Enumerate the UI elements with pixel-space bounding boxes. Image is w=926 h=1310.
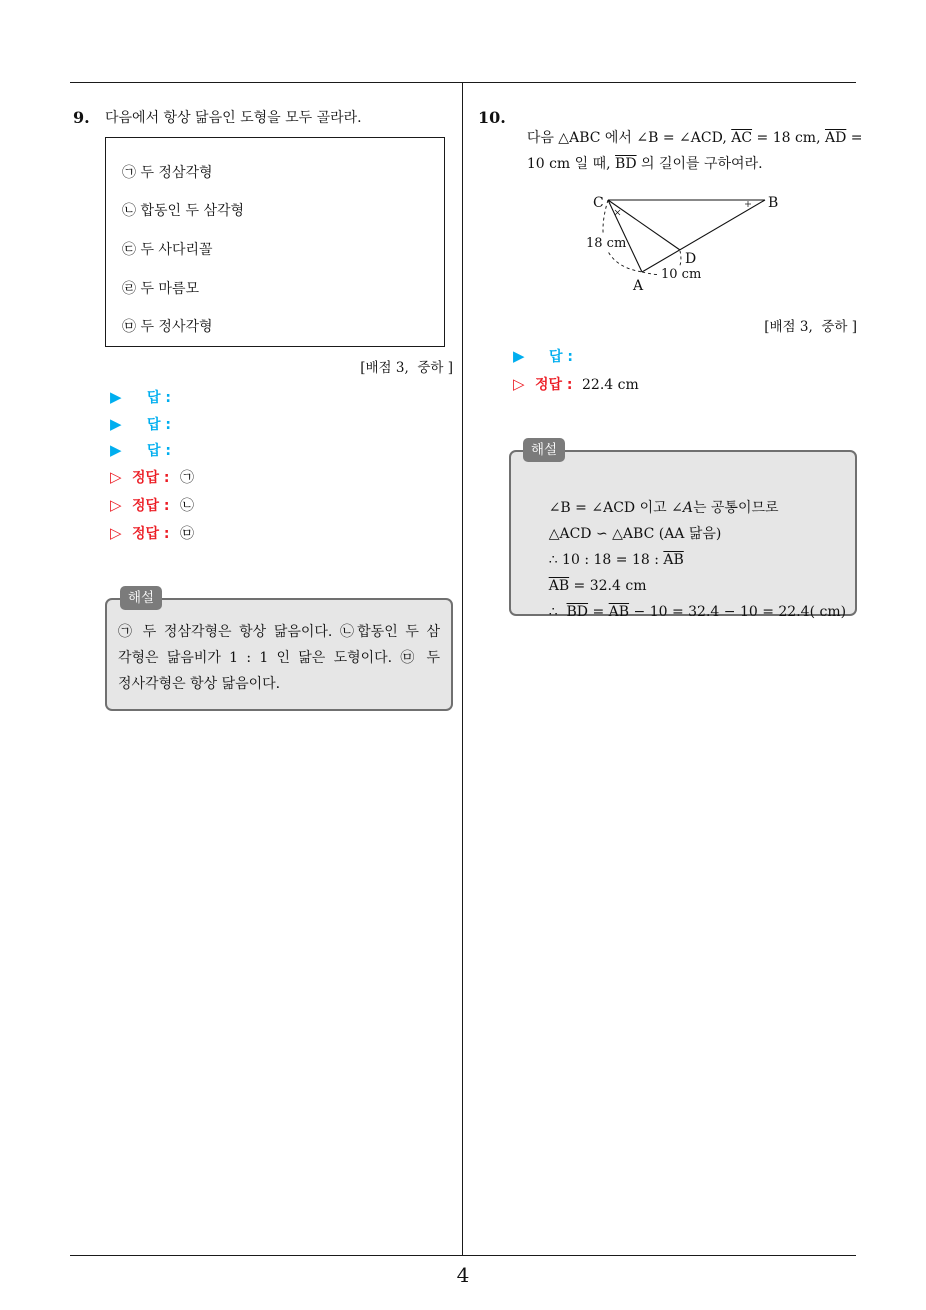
length-label-ad: 10 cm [661,267,702,282]
triangle-figure-svg [575,185,795,297]
correct-label: 정답 : [132,498,170,514]
math-text: = 32.4 cm [569,578,647,594]
correct-answer-row [110,495,194,516]
segment-ac: $\overline{AC}$ [731,130,753,146]
correct-answer-row [110,523,194,544]
explanation-line: 정사각형은 항상 닮음이다. [118,676,281,692]
question-9-score: [배점 3, 중하 ] [360,360,453,376]
column-divider [462,82,463,1256]
prompt-text: = [846,130,863,146]
prompt-text: 다음 △ABC 에서 ∠B = ∠ACD, [526,130,732,146]
answer-marker-icon: ▶ [110,388,122,406]
correct-marker-icon: ▷ [110,468,122,486]
math-text: 는 공통이므로 [692,500,779,516]
segment-bd: $\overline{BD}$ [615,156,637,172]
answer-row [110,414,171,435]
segment-ab: $\overline{AB}$ [663,552,684,568]
choice-item: ㉡ 합동인 두 삼각형 [122,203,245,219]
choice-item: ㉤ 두 정사각형 [122,319,213,335]
math-text: = [588,604,609,620]
explanation-box [509,450,857,620]
vertex-label-b: B [768,195,779,211]
answer-label: 답 : [549,349,573,365]
correct-marker-icon: ▷ [110,524,122,542]
answer-marker-icon: ▶ [110,415,122,433]
explanation-line: ㉠ 두 정삼각형은 항상 닮음이다. ㉡합동인 두 삼 [118,624,440,640]
answer-row [110,440,171,461]
segment-ab: $\overline{AB}$ [548,578,570,594]
vertex-label-d: D [685,251,697,267]
correct-marker-icon: ▷ [110,496,122,514]
segment-ad: $\overline{AD}$ [824,130,847,146]
math-text: ∴ [548,604,567,620]
choice-item: ㉣ 두 마름모 [122,281,199,297]
explanation-tab: 해설 [523,438,565,462]
correct-value: ㉠ [180,470,194,486]
segment-ab: $\overline{AB}$ [608,604,630,620]
answer-label: 답 : [147,443,171,459]
segment-bd: $\overline{BD}$ [566,604,589,620]
explanation-box [105,598,453,711]
prompt-text: 의 길이를 구하여라. [636,156,763,172]
question-9-prompt: 다음에서 항상 닮음인 도형을 모두 골라라. [105,110,362,126]
answer-marker-icon: ▶ [513,347,525,365]
correct-answer-row [513,374,639,395]
math-text: ∠B = ∠ACD 이고 ∠ [548,500,683,516]
question-10-score: [배점 3, 중하 ] [764,319,857,335]
math-text: − 10 = 32.4 − 10 = 22.4( cm) [629,604,847,620]
question-10-number: 10. [478,108,506,127]
correct-label: 정답 : [132,470,170,486]
choice-item: ㉠ 두 정삼각형 [122,165,213,181]
choice-item: ㉢ 두 사다리꼴 [122,242,213,258]
angle-mark-b [745,201,751,207]
vertex-label-a: A [633,278,644,294]
prompt-text: 10 cm 일 때, [526,156,616,172]
choice-box [105,137,445,347]
correct-value: 22.4 cm [582,377,639,393]
explanation-line [522,573,846,651]
vertex-label-c: C [593,195,604,211]
correct-value: ㉤ [180,526,194,542]
correct-label: 정답 : [535,377,573,393]
answer-row [513,346,573,367]
question-9-number: 9. [73,108,90,127]
math-text: ∴ 10 : 18 = 18 : [548,552,664,568]
correct-label: 정답 : [132,526,170,542]
math-variable: A [682,500,693,516]
math-text: △ACD ∽ △ABC (AA 닮음) [548,526,722,542]
length-label-ac: 18 cm [586,236,627,251]
top-rule [70,82,856,83]
prompt-text: = 18 cm, [752,130,825,146]
answer-label: 답 : [147,390,171,406]
correct-marker-icon: ▷ [513,375,525,393]
triangle-figure [575,185,795,297]
correct-value: ㉡ [180,498,194,514]
answer-marker-icon: ▶ [110,441,122,459]
angle-mark-c [615,210,620,215]
bottom-rule [70,1255,856,1256]
explanation-line: 각형은 닮음비가 1 : 1 인 닮은 도형이다. ㉤ 두 [118,650,440,666]
answer-row [110,387,171,408]
page-number: 4 [456,1263,470,1287]
explanation-tab: 해설 [120,586,162,610]
answer-label: 답 : [147,417,171,433]
correct-answer-row [110,467,194,488]
